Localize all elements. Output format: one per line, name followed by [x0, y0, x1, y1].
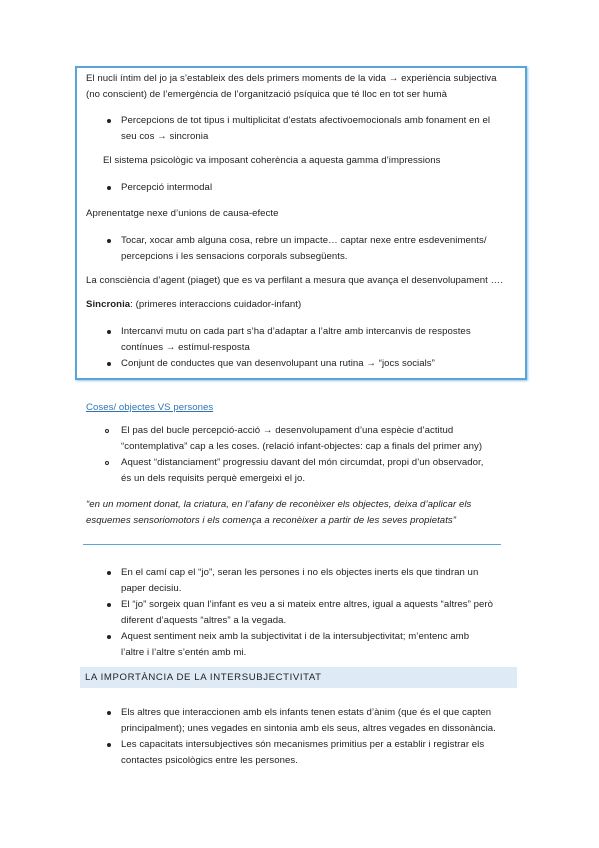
bullet-conjunt: Conjunt de conductes que van desenvolupant una rutina → “jocs socials”	[121, 358, 435, 369]
paragraph-consciencia: La consciència d’agent (piaget) que es va perfilant a mesura que avança el desenvolupament ….	[86, 275, 503, 286]
item-bucle-line1: El pas del bucle percepció-acció → desenvolupament d’una espècie d’actitud	[121, 425, 454, 436]
hollow-bullet	[105, 461, 109, 465]
bullet-cami-line1: En el camí cap el “jo”, seran les persones i no els objectes inerts els que tindran un	[121, 567, 479, 578]
horizontal-rule	[83, 544, 501, 545]
bullet-dot	[107, 362, 111, 366]
sincronia-term: Sincronia	[86, 299, 131, 310]
bullet-dot	[107, 571, 111, 575]
bullet-cami-line2: paper decisiu.	[121, 583, 182, 594]
bullet-intercanvi-line1: Intercanvi mutu on cada part s’ha d’adaptar a l’altre amb intercanvis de respostes	[121, 326, 471, 337]
bullet-percepcions-line1: Percepcions de tot tipus i multiplicitat d’estats afectivoemocionals amb fonament en el	[121, 115, 491, 126]
bullet-dot	[107, 635, 111, 639]
bullet-dot	[107, 711, 111, 715]
bullet-dot	[107, 603, 111, 607]
quote-line1: “en un moment donat, la criatura, en l’afany de reconèixer els objectes, deixa d’aplicar els	[86, 499, 472, 510]
bullet-tocar-line1: Tocar, xocar amb alguna cosa, rebre un impacte… captar nexe entre esdeveniments/	[121, 235, 487, 246]
bullet-dot	[107, 186, 111, 190]
bullet-sentiment-line2: l’altre i l’altre s’entén amb mi.	[121, 647, 247, 658]
paragraph-aprenentatge: Aprenentatge nexe d’unions de causa-efecte	[86, 208, 279, 219]
link-coses-vs-persones[interactable]: Coses/ objectes VS persones	[86, 402, 214, 413]
sincronia-desc: : (primeres interaccions cuidador-infant)	[130, 299, 302, 310]
item-distanciament-line1: Aquest “distanciament” progressiu davant del món circumdat, propi d’un observador,	[121, 457, 484, 468]
bullet-jo-line2: diferent d’aquests “altres” a la vegada.	[121, 615, 287, 626]
bullet-dot	[107, 239, 111, 243]
bullet-tocar-line2: percepcions i les sensacions corporals subsegüents.	[121, 251, 348, 262]
bullet-percepcions-line2: seu cos → sincronia	[121, 131, 209, 142]
bullet-capacitats-line2: contactes psicològics entre les persones.	[121, 755, 298, 766]
bullet-capacitats-line1: Les capacitats intersubjectives són mecanismes primitius per a establir i registrar els	[121, 739, 485, 750]
bullet-sentiment-line1: Aquest sentiment neix amb la subjectivitat i de la intersubjectivitat; m’entenc amb	[121, 631, 470, 642]
item-distanciament-line2: és un dels requisits perquè emergeixi el jo.	[121, 473, 306, 484]
paragraph-nucli-line1: El nucli íntim del jo ja s’estableix des dels primers moments de la vida → experiència subjectiva	[86, 73, 497, 84]
bullet-altres-line2: principalment); unes vegades en sintonia amb els seus, altres vegades en dissonància.	[121, 723, 496, 734]
hollow-bullet	[105, 429, 109, 433]
bullet-altres-line1: Els altres que interaccionen amb els infants tenen estats d’ànim (que és el que capten	[121, 707, 492, 718]
bullet-dot	[107, 119, 111, 123]
bullet-jo-line1: El “jo” sorgeix quan l’infant es veu a si mateix entre altres, igual a aquests “altres” però	[121, 599, 494, 610]
bullet-dot	[107, 330, 111, 334]
bullet-dot	[107, 743, 111, 747]
bullet-intercanvi-line2: contínues → estímul-resposta	[121, 342, 250, 353]
paragraph-sincronia	[86, 297, 301, 313]
paragraph-sistema: El sistema psicològic va imposant coherència a aquesta gamma d’impressions	[103, 155, 441, 166]
section-heading: LA IMPORTÀNCIA DE LA INTERSUBJECTIVITAT	[85, 672, 322, 683]
item-bucle-line2: “contemplativa” cap a les coses. (relació infant-objectes: cap a finals del primer any)	[121, 441, 483, 452]
paragraph-nucli-line2: (no conscient) de l’emergència de l’organització psíquica que té lloc en tot ser humà	[86, 89, 448, 100]
bullet-intermodal: Percepció intermodal	[121, 182, 213, 193]
quote-line2: esquemes sensoriomotors i els comença a reconèixer a partir de les seves propietats”	[86, 515, 456, 526]
